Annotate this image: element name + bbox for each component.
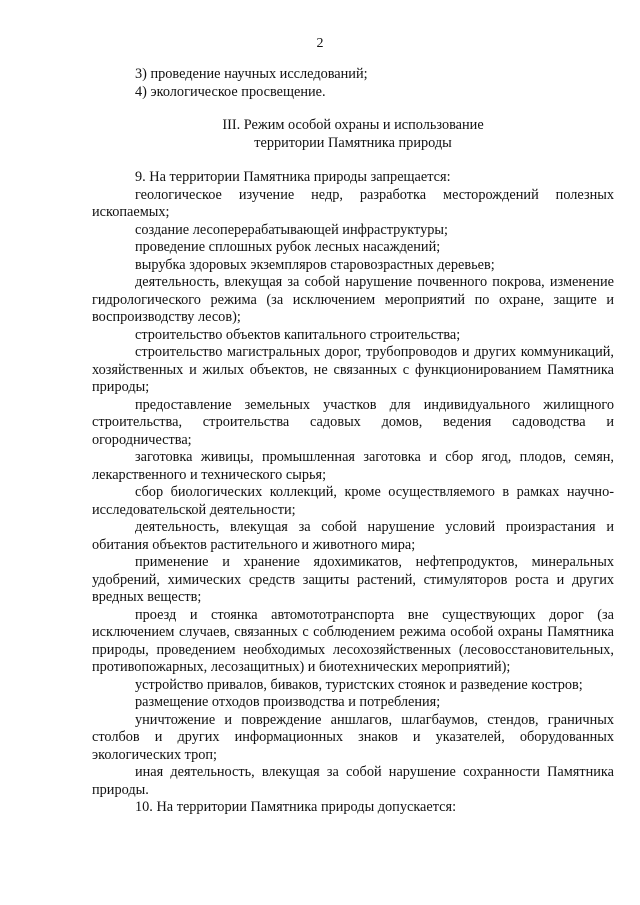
- paragraph: создание лесоперерабатывающей инфраструктуры;: [135, 221, 448, 238]
- paragraph: 10. На территории Памятника природы допускается:: [135, 799, 457, 815]
- paragraph: сбор биологических коллекций, кроме осуществляемого в рамках научно-исследовательской деятельности;: [92, 484, 614, 518]
- section-heading: [92, 117, 614, 152]
- paragraph: 9. На территории Памятника природы запрещается:: [135, 169, 451, 185]
- section-heading-line-2: территории Памятника природы: [254, 134, 452, 151]
- page-number: 2: [316, 36, 324, 51]
- section-heading-line-1: III. Режим особой охраны и использование: [222, 117, 484, 133]
- paragraph: иная деятельность, влекущая за собой нарушение сохранности Памятника природы.: [92, 764, 614, 798]
- paragraph-list: [92, 169, 614, 817]
- intro-item: 3) проведение научных исследований;: [135, 66, 368, 82]
- paragraph: проведение сплошных рубок лесных насаждений;: [135, 239, 441, 255]
- paragraph: применение и хранение ядохимикатов, нефтепродуктов, минеральных удобрений, химических средств защиты растений, стимуляторов роста и других вредных веществ;: [92, 554, 614, 605]
- paragraph: предоставление земельных участков для индивидуального жилищного строительства, строительства садовых домов, ведения садоводства и огородничества;: [92, 396, 614, 448]
- paragraph: уничтожение и повреждение аншлагов, шлагбаумов, стендов, граничных столбов и других информационных знаков и указателей, оборудованных экологических троп;: [92, 711, 614, 763]
- paragraph: строительство магистральных дорог, трубопроводов и других коммуникаций, хозяйственных и жилых объектов, не связанных с функционированием Памятника природы;: [92, 344, 614, 395]
- document-body: [92, 66, 614, 817]
- paragraph: проезд и стоянка автомототранспорта вне существующих дорог (за исключением случаев, связанных с соблюдением режима особой охраны Памятника природы, проведением необходимых лесохозяйственных (лесовосстановительных, противопожарных, лесозащитных) и биотехнических мероприятий);: [92, 606, 614, 675]
- paragraph: размещение отходов производства и потребления;: [135, 694, 441, 710]
- paragraph: геологическое изучение недр, разработка месторождений полезных ископаемых;: [92, 186, 614, 220]
- paragraph: заготовка живицы, промышленная заготовка и сбор ягод, плодов, семян, лекарственного и технического сырья;: [92, 449, 614, 483]
- paragraph: деятельность, влекущая за собой нарушение почвенного покрова, изменение гидрологического режима (за исключением мероприятий по охране, защите и воспроизводству лесов);: [92, 274, 614, 325]
- paragraph: деятельность, влекущая за собой нарушение условий произрастания и обитания объектов растительного и животного мира;: [92, 519, 614, 553]
- paragraph: устройство привалов, биваков, туристских стоянок и разведение костров;: [135, 676, 583, 693]
- paragraph: вырубка здоровых экземпляров старовозрастных деревьев;: [135, 256, 495, 273]
- paragraph: строительство объектов капитального строительства;: [135, 326, 461, 343]
- intro-item: 4) экологическое просвещение.: [135, 83, 326, 100]
